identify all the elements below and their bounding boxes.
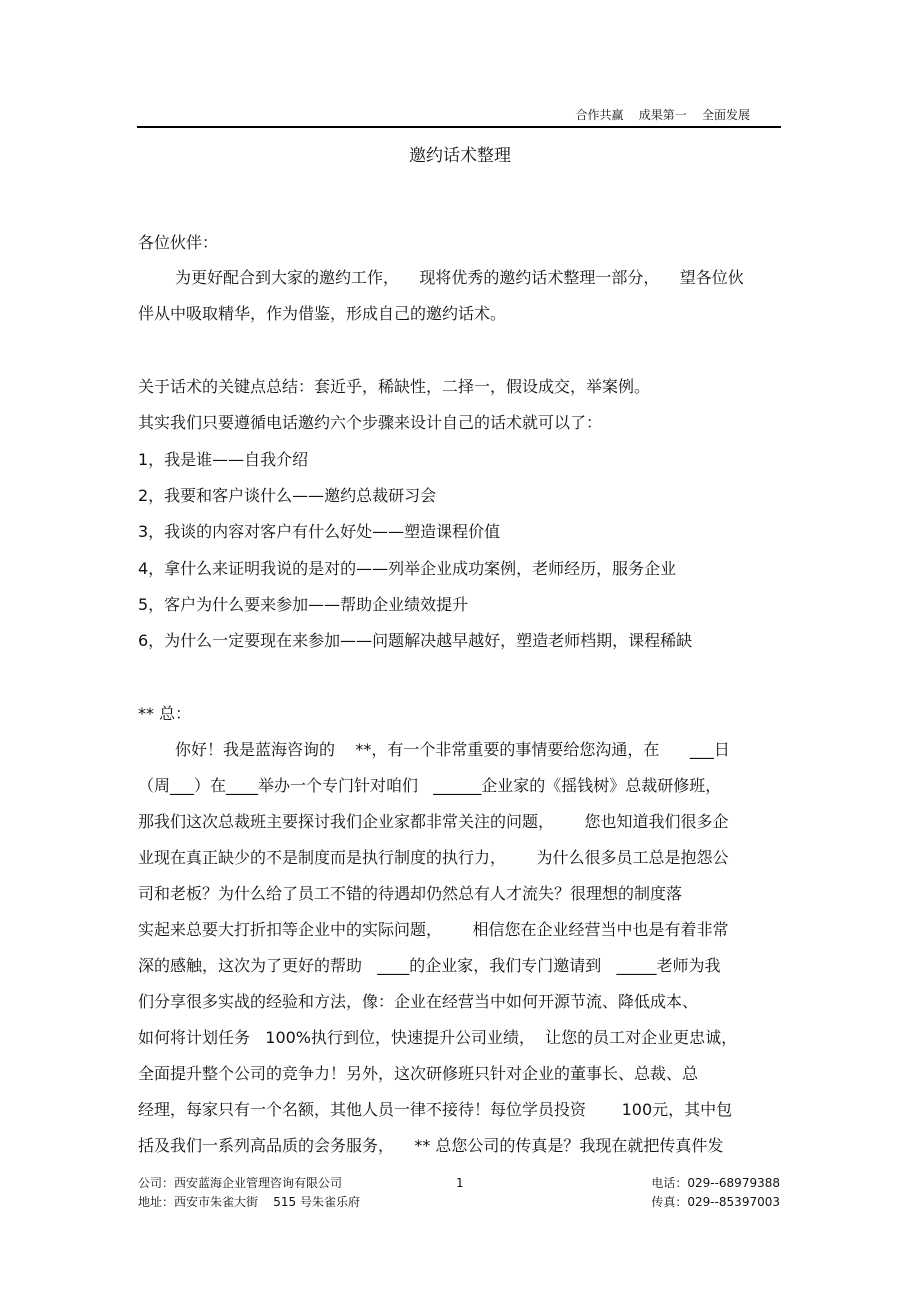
page-title: 邀约话术整理 xyxy=(409,146,511,166)
step-item: 6，为什么一定要现在来参加——问题解决越早越好，塑造老师档期，课程稀缺 xyxy=(138,631,693,650)
footer-company: 公司：西安蓝海企业管理咨询有限公司 xyxy=(138,1176,343,1190)
footer-phone: 电话：029--68979388 xyxy=(651,1176,780,1190)
script-line: 那我们这次总裁班主要探讨我们企业家都非常关注的问题， 您也知道我们很多企 xyxy=(138,812,729,831)
script-line: 括及我们一系列高品质的会务服务， ** 总您公司的传真是？我现在就把传真件发 xyxy=(138,1136,724,1155)
script-line: 们分享很多实战的经验和方法，像：企业在经营当中如何开源节流、降低成本、 xyxy=(138,992,699,1011)
script-line: 经理，每家只有一个名额，其他人员一律不接待！每位学员投资 100元，其中包 xyxy=(138,1100,733,1119)
step-item: 5，客户为什么要来参加——帮助企业绩效提升 xyxy=(138,595,469,614)
script-line: 司和老板？为什么给了员工不错的待遇却仍然总有人才流失？很理想的制度落 xyxy=(138,884,683,903)
script-line: 业现在真正缺少的不是制度而是执行制度的执行力， 为什么很多员工总是抱怨公 xyxy=(138,848,729,867)
intro-line: 伴从中吸取精华，作为借鉴，形成自己的邀约话术。 xyxy=(138,304,507,323)
script-line: 如何将计划任务 100%执行到位，快速提升公司业绩， 让您的员工对企业更忠诚， xyxy=(138,1028,738,1047)
script-line: 深的感触，这次为了更好的帮助 ____的企业家，我们专门邀请到 _____老师为我 xyxy=(138,956,721,975)
greeting: 各位伙伴： xyxy=(138,233,219,252)
step-item: 3，我谈的内容对客户有什么好处——塑造课程价值 xyxy=(138,522,501,541)
step-item: 2，我要和客户谈什么——邀约总裁研习会 xyxy=(138,486,437,505)
page-number: 1 xyxy=(456,1176,464,1190)
header-rule xyxy=(137,126,781,128)
script-line: （周___）在____举办一个专门针对咱们 ______企业家的《摇钱树》总裁研修班， xyxy=(138,776,722,795)
step-item: 4，拿什么来证明我说的是对的——列举企业成功案例，老师经历，服务企业 xyxy=(138,559,677,578)
script-line: 实起来总要大打折扣等企业中的实际问题， 相信您在企业经营当中也是有着非常 xyxy=(138,920,729,939)
step-item: 1，我是谁——自我介绍 xyxy=(138,450,309,469)
script-line: 你好！我是蓝海咨询的 **，有一个非常重要的事情要给您沟通，在 ___日 xyxy=(175,740,730,759)
footer-address: 地址：西安市朱雀大街 515 号朱雀乐府 xyxy=(138,1195,360,1209)
key-points: 关于话术的关键点总结：套近乎，稀缺性，二择一，假设成交，举案例。 xyxy=(138,377,651,396)
footer-fax: 传真：029--85397003 xyxy=(651,1195,780,1209)
script-line: 全面提升整个公司的竞争力！另外，这次研修班只针对企业的董事长、总裁、总 xyxy=(138,1064,699,1083)
intro-line: 为更好配合到大家的邀约工作， 现将优秀的邀约话术整理一部分， 望各位伙 xyxy=(175,268,744,287)
header-slogan: 合作共赢 成果第一 全面发展 xyxy=(575,108,750,122)
steps-intro: 其实我们只要遵循电话邀约六个步骤来设计自己的话术就可以了： xyxy=(138,413,603,432)
section-label: ** 总： xyxy=(138,704,192,723)
